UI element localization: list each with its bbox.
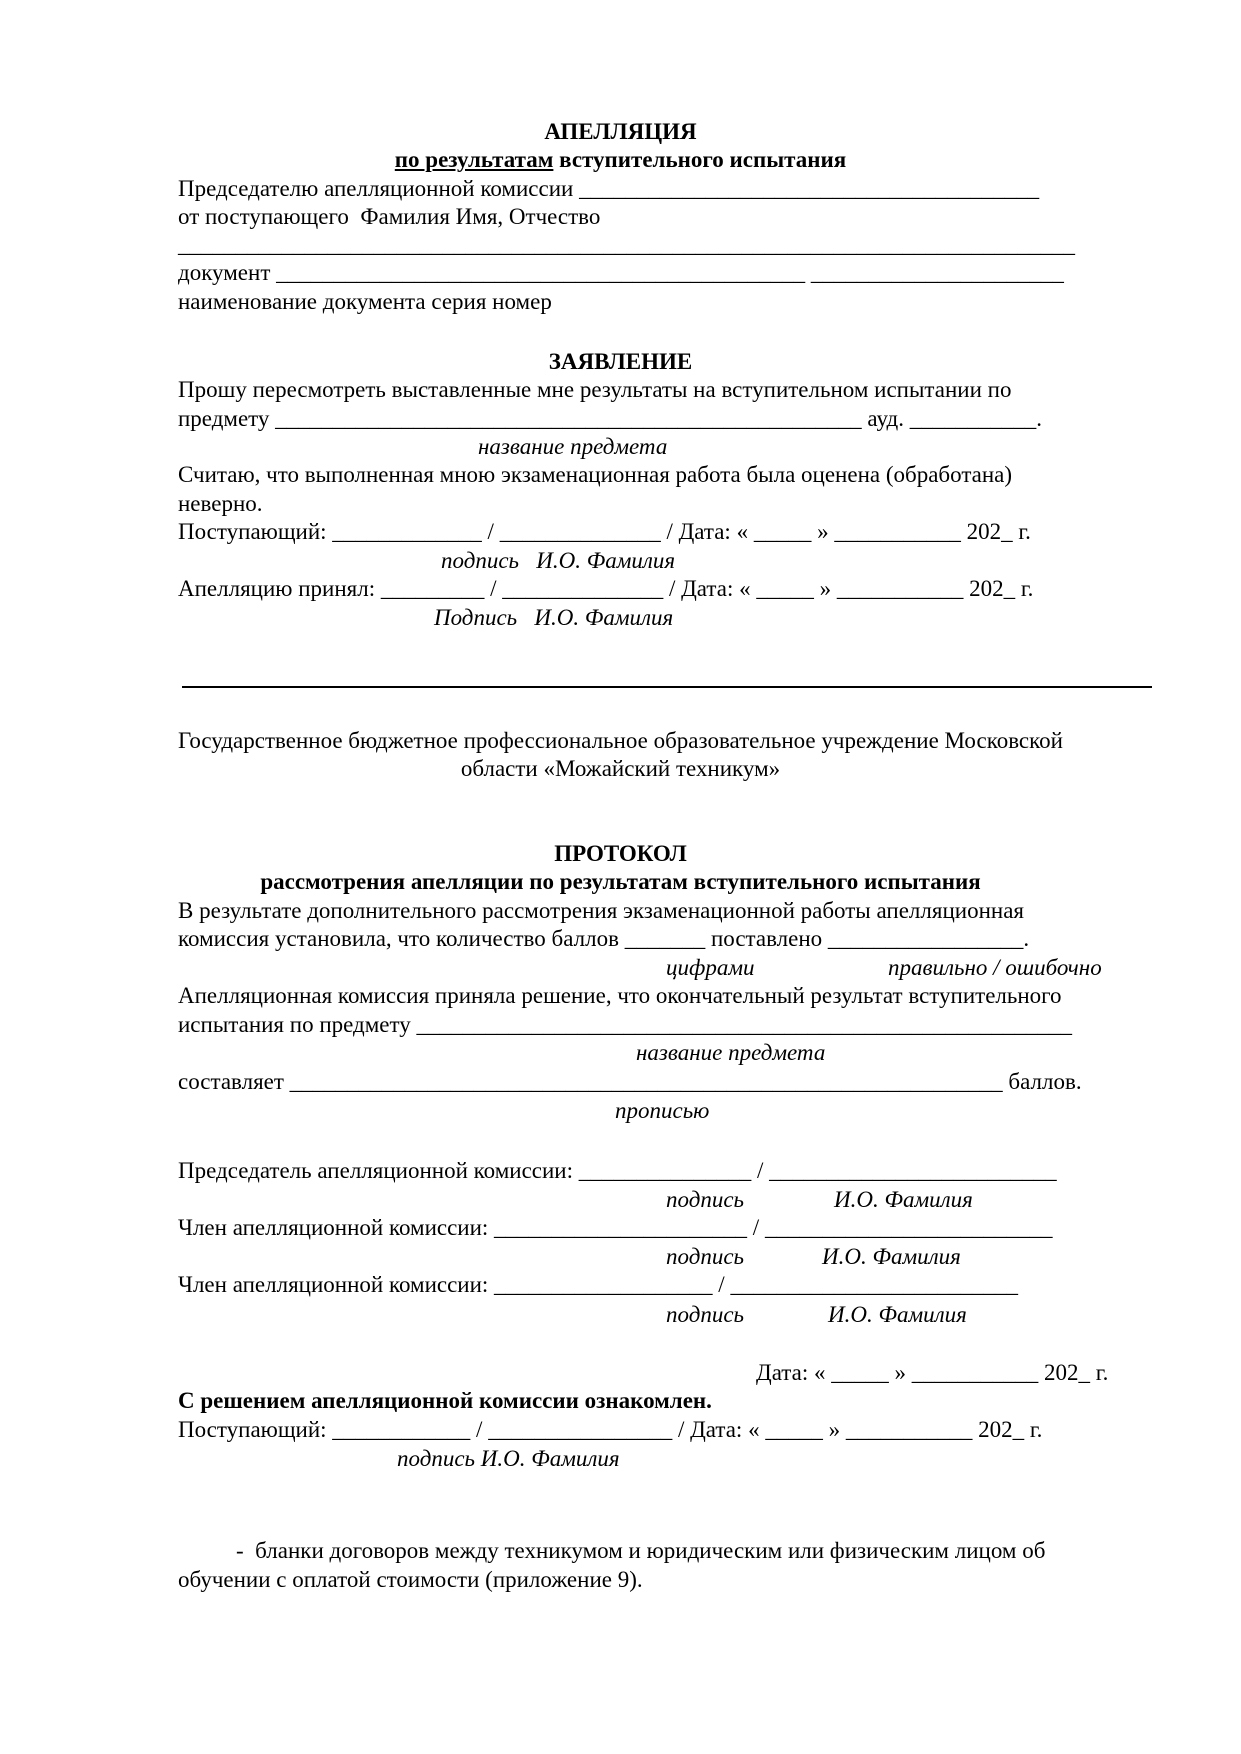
- statement-line-4: неверно.: [178, 491, 263, 516]
- protocol-applicant-caption: подпись И.О. Фамилия: [397, 1446, 620, 1471]
- chairman-line: Председателю апелляционной комиссии ________________________________________: [178, 176, 1040, 201]
- note-line-1: - бланки договоров между техникумом и юридическим или физическим лицом об: [236, 1538, 1046, 1563]
- member2-sig-caption: подпись: [666, 1302, 745, 1327]
- chair-name-caption: И.О. Фамилия: [834, 1187, 973, 1212]
- statement-line-2: предмету ___________________________________________________ ауд. ___________.: [178, 406, 1042, 431]
- appeal-subtitle: [0, 146, 1241, 174]
- chair-signature-line: Председатель апелляционной комиссии: _______________ / _________________________: [178, 1158, 1057, 1183]
- acquainted-line: С решением апелляционной комиссии ознакомлен.: [178, 1388, 712, 1413]
- protocol-title: ПРОТОКОЛ: [554, 841, 687, 866]
- institution-line-1: Государственное бюджетное профессиональное образовательное учреждение Московской: [178, 728, 1063, 753]
- chair-sig-caption: подпись: [666, 1187, 745, 1212]
- document-caption: наименование документа серия номер: [178, 289, 552, 314]
- protocol-date-line: Дата: « _____ » ___________ 202_ г.: [756, 1360, 1109, 1385]
- appeal-title: АПЕЛЛЯЦИЯ: [544, 119, 697, 144]
- correct-caption: правильно / ошибочно: [888, 955, 1102, 980]
- subject-caption: название предмета: [478, 434, 668, 459]
- member1-signature-line: Член апелляционной комиссии: ______________________ / _________________________: [178, 1215, 1053, 1240]
- protocol-applicant-line: Поступающий: ____________ / ________________ / Дата: « _____ » ___________ 202_ г.: [178, 1417, 1043, 1442]
- institution-line-2: области «Можайский техникум»: [460, 756, 781, 781]
- applicant-signature-line: Поступающий: _____________ / ______________ / Дата: « _____ » ___________ 202_ г.: [178, 519, 1031, 544]
- digits-caption: цифрами: [666, 955, 755, 980]
- member2-signature-line: Член апелляционной комиссии: ___________________ / _________________________: [178, 1272, 1018, 1297]
- words-caption: прописью: [615, 1098, 710, 1123]
- accepted-signature-caption: Подпись И.О. Фамилия: [434, 605, 674, 630]
- blank-line: ______________________________________________________________________________: [178, 232, 1075, 257]
- statement-title: ЗАЯВЛЕНИЕ: [548, 349, 693, 374]
- note-line-2: обучении с оплатой стоимости (приложение 9).: [178, 1567, 643, 1592]
- protocol-subtitle: рассмотрения апелляции по результатам вступительного испытания: [260, 869, 981, 894]
- protocol-line-5: составляет ______________________________________________________________ баллов.: [178, 1069, 1082, 1094]
- appeal-subtitle-rest: вступительного испытания: [553, 147, 847, 172]
- appeal-subtitle-underlined: по результатам: [394, 147, 554, 172]
- from-applicant-line: от поступающего Фамилия Имя, Отчество: [178, 204, 601, 229]
- protocol-line-2: комиссия установила, что количество баллов _______ поставлено _________________.: [178, 926, 1030, 951]
- statement-line-3: Считаю, что выполненная мною экзаменационная работа была оценена (обработана): [178, 462, 1013, 487]
- statement-line-1: Прошу пересмотреть выставленные мне результаты на вступительном испытании по: [178, 377, 1012, 402]
- protocol-line-4: испытания по предмету _________________________________________________________: [178, 1012, 1073, 1037]
- member1-name-caption: И.О. Фамилия: [822, 1244, 961, 1269]
- protocol-line-1: В результате дополнительного рассмотрения экзаменационной работы апелляционная: [178, 898, 1024, 923]
- member2-name-caption: И.О. Фамилия: [828, 1302, 967, 1327]
- document-line: документ ______________________________________________ ______________________: [178, 260, 1064, 285]
- protocol-subject-caption: название предмета: [636, 1040, 826, 1065]
- member1-sig-caption: подпись: [666, 1244, 745, 1269]
- applicant-signature-caption: подпись И.О. Фамилия: [441, 548, 676, 573]
- section-divider: [182, 686, 1152, 688]
- accepted-signature-line: Апелляцию принял: _________ / ______________ / Дата: « _____ » ___________ 202_ г.: [178, 576, 1034, 601]
- protocol-line-3: Апелляционная комиссия приняла решение, что окончательный результат вступительного: [178, 983, 1062, 1008]
